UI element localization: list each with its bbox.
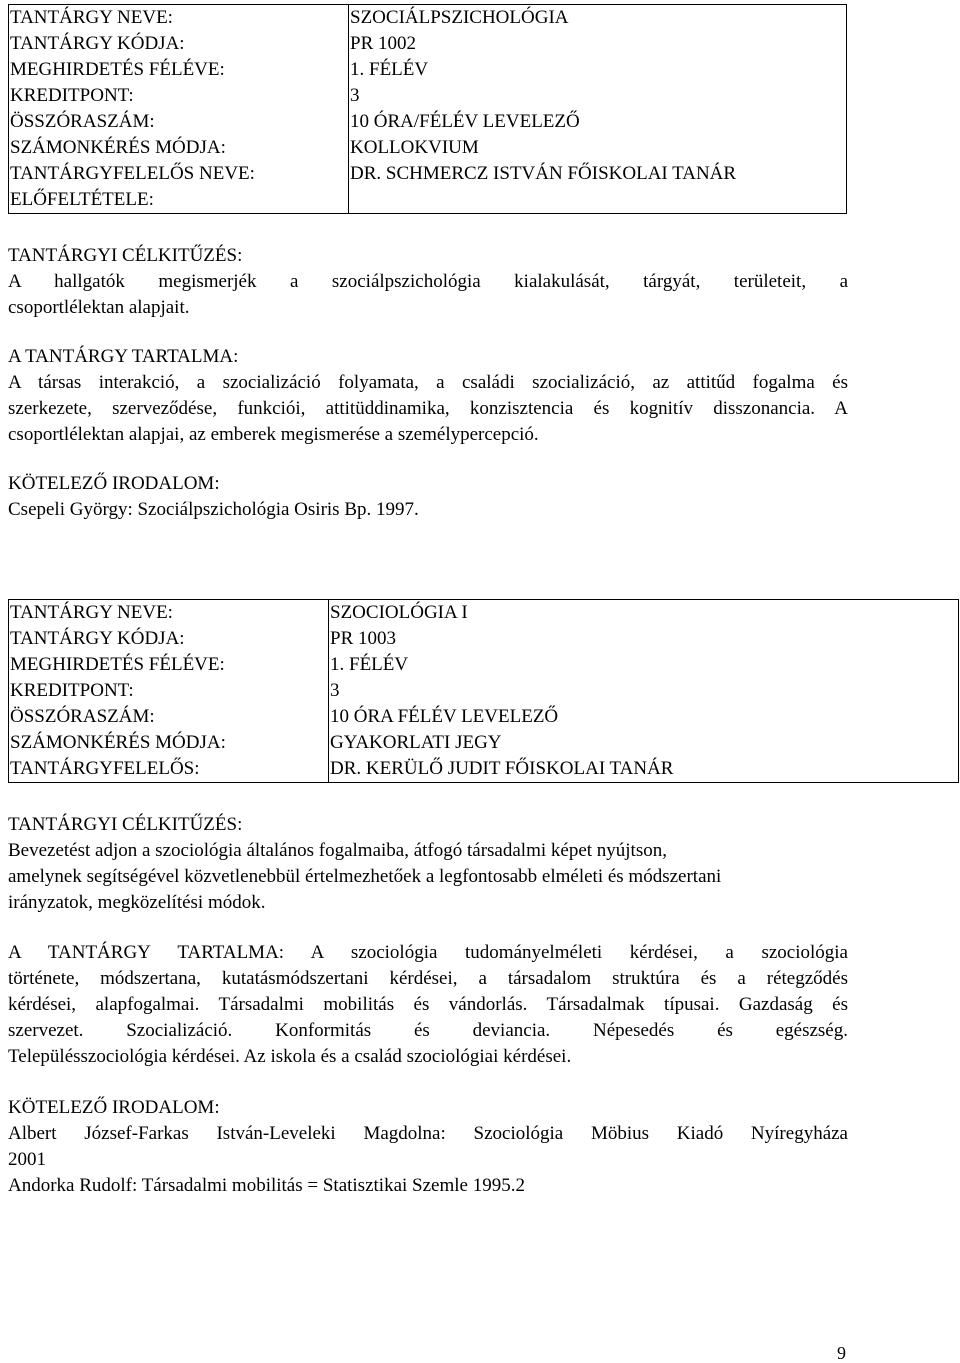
paragraph-text: A szociológia tudományelméleti kérdései, a szociológia bbox=[310, 942, 848, 963]
literature-item: 2001 bbox=[8, 1149, 46, 1170]
table-row bbox=[9, 756, 959, 783]
page-number: 9 bbox=[837, 1343, 846, 1363]
table-row bbox=[9, 652, 959, 678]
section-heading: TANTÁRGYI CÉLKITŰZÉS: bbox=[8, 814, 243, 835]
paragraph-line: szervezet. Szocializáció. Konformitás és deviancia. Népesedés és egészség. bbox=[8, 1020, 848, 1041]
field-value: 1. FÉLÉV bbox=[349, 57, 847, 83]
field-label: SZÁMONKÉRÉS MÓDJA: bbox=[9, 135, 349, 161]
course1-literature bbox=[8, 471, 848, 523]
literature-item: Andorka Rudolf: Társadalmi mobilitás = Statisztikai Szemle 1995.2 bbox=[8, 1175, 525, 1196]
field-label: ÖSSZÓRASZÁM: bbox=[9, 109, 349, 135]
field-label: TANTÁRGY NEVE: bbox=[9, 600, 329, 627]
field-label: ELŐFELTÉTELE: bbox=[9, 187, 349, 214]
paragraph-line: Bevezetést adjon a szociológia általános fogalmaiba, átfogó társadalmi képet nyújtson, bbox=[8, 840, 667, 861]
section-heading: A TANTÁRGY TARTALMA: bbox=[8, 942, 285, 963]
paragraph-line: története, módszertana, kutatásmódszertani kérdései, a társadalom struktúra és a rétegződés bbox=[8, 968, 848, 989]
table-row bbox=[9, 57, 847, 83]
field-value: KOLLOKVIUM bbox=[349, 135, 847, 161]
field-value: GYAKORLATI JEGY bbox=[329, 730, 959, 756]
field-value: 10 ÓRA FÉLÉV LEVELEZŐ bbox=[329, 704, 959, 730]
field-value: DR. KERÜLŐ JUDIT FŐISKOLAI TANÁR bbox=[329, 756, 959, 783]
table-row bbox=[9, 187, 847, 214]
field-value: PR 1003 bbox=[329, 626, 959, 652]
paragraph-line: szerkezete, szerveződése, funkciói, attitüddinamika, konzisztencia és kognitív disszonancia. A bbox=[8, 398, 848, 419]
table-row bbox=[9, 600, 959, 627]
section-heading: A TANTÁRGY TARTALMA: bbox=[8, 346, 239, 367]
course2-info bbox=[8, 599, 848, 783]
field-value bbox=[349, 187, 847, 214]
literature-item: Csepeli György: Szociálpszichológia Osiris Bp. 1997. bbox=[8, 499, 419, 520]
field-label: MEGHIRDETÉS FÉLÉVE: bbox=[9, 652, 329, 678]
field-label: KREDITPONT: bbox=[9, 83, 349, 109]
section-heading: KÖTELEZŐ IRODALOM: bbox=[8, 473, 220, 494]
field-value: 10 ÓRA/FÉLÉV LEVELEZŐ bbox=[349, 109, 847, 135]
course2-content bbox=[8, 940, 848, 1070]
paragraph-line: csoportlélektan alapjait. bbox=[8, 297, 190, 318]
paragraph-line: irányzatok, megközelítési módok. bbox=[8, 892, 266, 913]
field-value: PR 1002 bbox=[349, 31, 847, 57]
table-row bbox=[9, 31, 847, 57]
table-row bbox=[9, 678, 959, 704]
table-row bbox=[9, 83, 847, 109]
field-label: ÖSSZÓRASZÁM: bbox=[9, 704, 329, 730]
table-row bbox=[9, 626, 959, 652]
field-value: SZOCIOLÓGIA I bbox=[329, 600, 959, 627]
course2-literature bbox=[8, 1095, 848, 1199]
table-row bbox=[9, 704, 959, 730]
table-row bbox=[9, 730, 959, 756]
field-label: SZÁMONKÉRÉS MÓDJA: bbox=[9, 730, 329, 756]
paragraph-line: A társas interakció, a szocializáció folyamata, a családi szocializáció, az attitűd fogalma és bbox=[8, 372, 848, 393]
literature-item: Albert József-Farkas István-Leveleki Magdolna: Szociológia Möbius Kiadó Nyíregyháza bbox=[8, 1123, 848, 1144]
field-label: MEGHIRDETÉS FÉLÉVE: bbox=[9, 57, 349, 83]
paragraph-line: amelynek segítségével közvetlenebbül értelmezhetőek a legfontosabb elméleti és módszertani bbox=[8, 866, 722, 887]
field-value: DR. SCHMERCZ ISTVÁN FŐISKOLAI TANÁR bbox=[349, 161, 847, 187]
field-label: TANTÁRGYFELELŐS: bbox=[9, 756, 329, 783]
paragraph-line: csoportlélektan alapjai, az emberek megismerése a személypercepció. bbox=[8, 424, 539, 445]
field-value: SZOCIÁLPSZICHOLÓGIA bbox=[349, 5, 847, 32]
table-row bbox=[9, 5, 847, 32]
paragraph-line: Településszociológia kérdései. Az iskola és a család szociológiai kérdései. bbox=[8, 1046, 572, 1067]
table-row bbox=[9, 161, 847, 187]
section-heading: TANTÁRGYI CÉLKITŰZÉS: bbox=[8, 245, 243, 266]
table-row bbox=[9, 109, 847, 135]
course2-info-table bbox=[8, 599, 959, 783]
course1-objective bbox=[8, 243, 848, 321]
field-value: 1. FÉLÉV bbox=[329, 652, 959, 678]
table-row bbox=[9, 135, 847, 161]
course1-info-table bbox=[8, 4, 847, 214]
paragraph-line: kérdései, alapfogalmai. Társadalmi mobilitás és vándorlás. Társadalmak típusai. Gazdaság és bbox=[8, 994, 848, 1015]
field-value: 3 bbox=[349, 83, 847, 109]
field-label: TANTÁRGY KÓDJA: bbox=[9, 626, 329, 652]
field-label: KREDITPONT: bbox=[9, 678, 329, 704]
paragraph-line: A hallgatók megismerjék a szociálpszichológia kialakulását, tárgyát, területeit, a bbox=[8, 271, 848, 292]
field-value: 3 bbox=[329, 678, 959, 704]
course1-info bbox=[8, 4, 848, 214]
field-label: TANTÁRGY NEVE: bbox=[9, 5, 349, 32]
course2-objective bbox=[8, 812, 848, 916]
field-label: TANTÁRGYFELELŐS NEVE: bbox=[9, 161, 349, 187]
section-heading: KÖTELEZŐ IRODALOM: bbox=[8, 1097, 220, 1118]
field-label: TANTÁRGY KÓDJA: bbox=[9, 31, 349, 57]
course1-content bbox=[8, 344, 848, 448]
paragraph-line bbox=[8, 940, 848, 966]
